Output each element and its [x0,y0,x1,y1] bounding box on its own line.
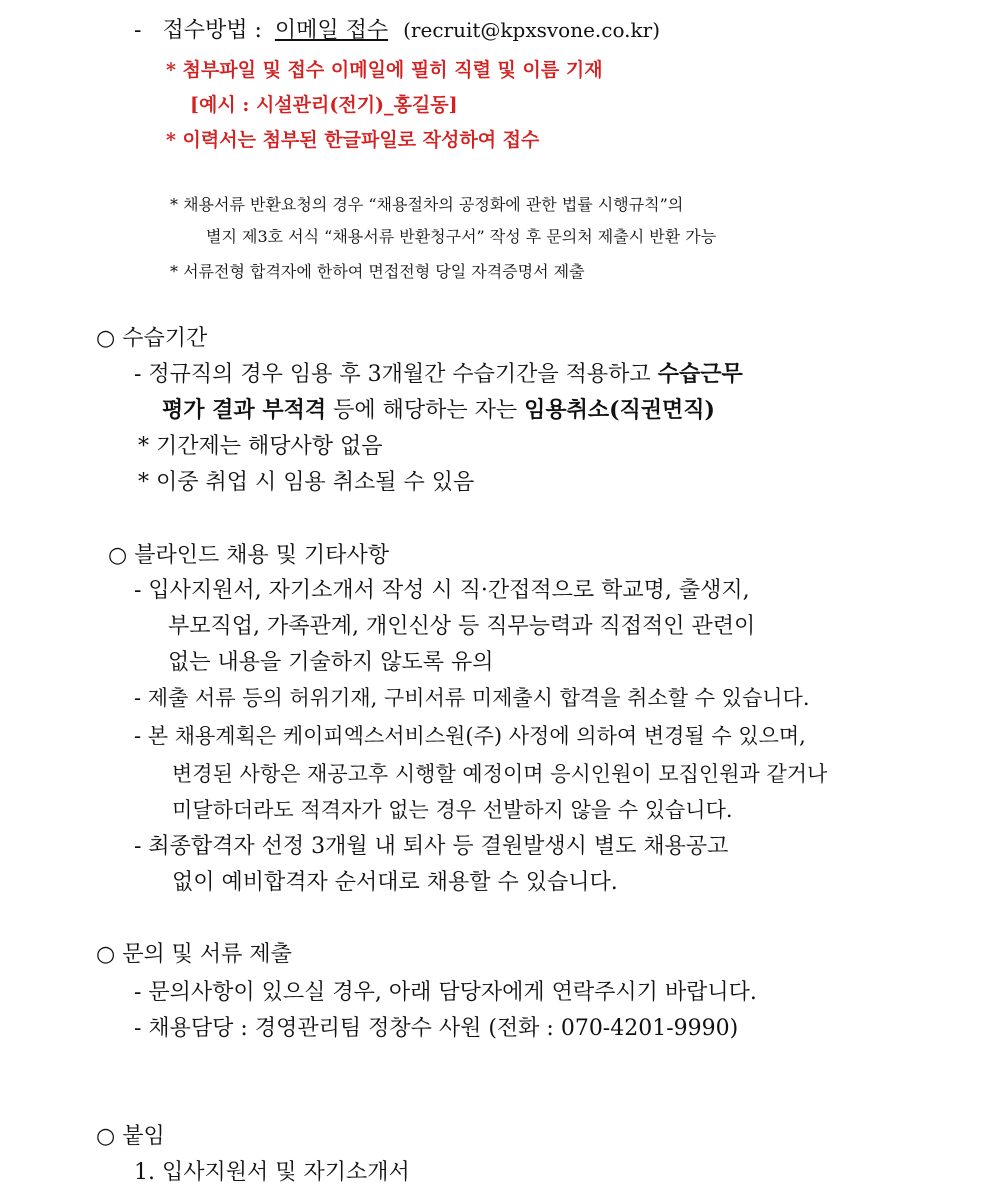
blind-heading: ○ 블라인드 채용 및 기타사항 [108,543,389,568]
probation-note-fixed-term: * 기간제는 해당사항 없음 [138,434,383,459]
blind-item-3-line-2: 변경된 사항은 재공고후 시행할 예정이며 응시인원이 모집인원과 같거나 [172,762,828,786]
intake-small-note-return-2: 별지 제3호 서식 “채용서류 반환청구서” 작성 후 문의처 제출시 반환 가능 [206,227,717,246]
blind-item-3-line-1: - 본 채용계획은 케이피엑스서비스원(주) 사정에 의하여 변경될 수 있으며, [134,724,806,748]
inquiry-line-1: - 문의사항이 있으실 경우, 아래 담당자에게 연락주시기 바랍니다. [134,980,757,1005]
probation-line-2-bold-a: 평가 결과 부적격 [162,397,327,423]
intake-email: (recruit@kpxsvone.co.kr) [403,18,661,42]
inquiry-line-contact: - 채용담당 : 경영관리팀 정창수 사원 (전화 : 070-4201-9990) [134,1016,739,1041]
probation-line-1-bold: 수습근무 [657,361,743,387]
probation-note-double-employment: * 이중 취업 시 임용 취소될 수 있음 [138,470,475,495]
intake-line [134,18,660,43]
blind-item-3-line-3: 미달하더라도 적격자가 없는 경우 선발하지 않을 수 있습니다. [172,798,733,822]
intake-small-note-return-1: * 채용서류 반환요청의 경우 “채용절차의 공정화에 관한 법률 시행규칙”의 [170,195,684,214]
blind-item-4-line-1: - 최종합격자 선정 3개월 내 퇴사 등 결원발생시 별도 채용공고 [134,834,729,859]
intake-small-note-certificate: * 서류전형 합격자에 한하여 면접전형 당일 자격증명서 제출 [170,262,585,281]
intake-note-resume: * 이력서는 첨부된 한글파일로 작성하여 접수 [166,129,540,151]
intake-label: 접수방법 : [162,18,262,43]
probation-heading: ○ 수습기간 [96,326,208,351]
blind-item-4-line-2: 없이 예비합격자 순서대로 채용할 수 있습니다. [172,870,618,895]
probation-line-1 [134,362,743,387]
attachment-item-1: 1. 입사지원서 및 자기소개서 [134,1160,410,1185]
blind-item-2: - 제출 서류 등의 허위기재, 구비서류 미제출시 합격을 취소할 수 있습니다. [134,686,810,710]
intake-method: 이메일 접수 [274,18,389,43]
blind-item-1-line-2: 부모직업, 가족관계, 개인신상 등 직무능력과 직접적인 관련이 [168,614,756,639]
intake-note-example: [예시 : 시설관리(전기)_홍길동] [190,94,458,116]
bullet-dash: - [134,18,142,43]
probation-line-2 [162,398,715,423]
blind-item-1-line-3: 없는 내용을 기술하지 않도록 유의 [168,650,494,675]
probation-line-2-text: 등에 해당하는 자는 [333,398,518,423]
probation-line-2-bold-c: 임용취소(직권면직) [524,397,715,423]
attachments-heading: ○ 붙임 [96,1124,165,1149]
blind-item-1-line-1: - 입사지원서, 자기소개서 작성 시 직·간접적으로 학교명, 출생지, [134,578,750,603]
intake-note-attachment: * 첨부파일 및 접수 이메일에 필히 직렬 및 이름 기재 [166,59,603,81]
probation-line-1-text: - 정규직의 경우 임용 후 3개월간 수습기간을 적용하고 [134,362,651,387]
inquiry-heading: ○ 문의 및 서류 제출 [96,942,292,967]
